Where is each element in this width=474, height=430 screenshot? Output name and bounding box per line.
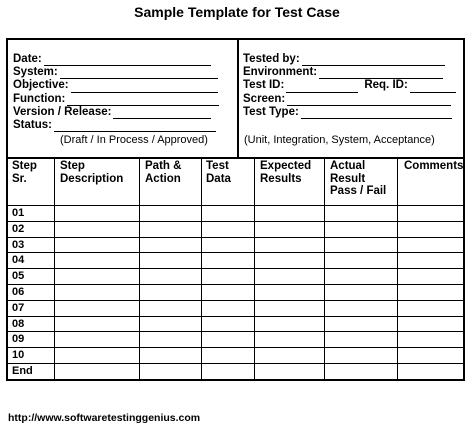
table-row[interactable] [8, 284, 463, 300]
objective-field-row[interactable] [13, 79, 219, 92]
step-number: 07 [12, 301, 25, 314]
col-header-actual-result: Actual Result Pass / Fail [330, 160, 387, 197]
table-row[interactable] [8, 363, 463, 379]
test-case-form [6, 38, 465, 381]
tested-by-field-row[interactable] [243, 53, 456, 66]
step-number: 01 [12, 207, 25, 219]
req-id-line[interactable] [410, 82, 456, 93]
version-line[interactable] [113, 108, 211, 119]
step-number: 03 [12, 238, 25, 251]
version-field-row[interactable] [13, 106, 219, 119]
col-header-step-description: Step Description [60, 160, 124, 185]
screen-field-row[interactable] [243, 93, 456, 106]
objective-label: Objective: [13, 79, 69, 92]
table-row[interactable] [8, 252, 463, 268]
screen-line[interactable] [287, 95, 451, 106]
environment-field-row[interactable] [243, 66, 456, 79]
table-row[interactable] [8, 237, 463, 253]
status-line[interactable] [54, 121, 216, 132]
table-row[interactable] [8, 268, 463, 284]
status-note: (Draft / In Process / Approved) [60, 134, 208, 146]
screen-label: Screen: [243, 92, 286, 105]
function-label: Function: [13, 92, 66, 105]
page-title: Sample Template for Test Case [134, 4, 340, 20]
test-type-label: Test Type: [243, 105, 299, 118]
status-field-row[interactable] [13, 119, 219, 132]
right-fields [243, 53, 456, 119]
tested-by-line[interactable] [302, 55, 445, 66]
date-label: Date: [13, 52, 42, 65]
test-id-field-row[interactable] [243, 79, 456, 92]
environment-label: Environment: [243, 66, 318, 79]
step-number: 09 [12, 333, 25, 346]
test-type-field-row[interactable] [243, 106, 456, 119]
step-number: End [12, 365, 33, 377]
test-type-note: (Unit, Integration, System, Acceptance) [244, 134, 435, 146]
col-header-test-data: Test Data [206, 160, 231, 185]
steps-table [8, 159, 463, 379]
function-line[interactable] [67, 95, 219, 106]
req-id-label: Req. ID: [364, 79, 408, 92]
test-id-label: Test ID: [243, 79, 285, 92]
step-number: 10 [12, 349, 25, 362]
table-row[interactable] [8, 221, 463, 237]
test-id-line[interactable] [286, 82, 358, 93]
table-row[interactable] [8, 300, 463, 316]
test-type-line[interactable] [301, 108, 452, 119]
table-row[interactable] [8, 331, 463, 347]
tested-by-label: Tested by: [243, 52, 300, 65]
system-field-row[interactable] [13, 66, 219, 79]
environment-line[interactable] [319, 68, 443, 79]
system-label: System: [13, 66, 58, 79]
table-row[interactable] [8, 347, 463, 363]
date-field-row[interactable] [13, 53, 219, 66]
step-number: 06 [12, 286, 25, 298]
system-line[interactable] [60, 68, 218, 79]
table-row[interactable] [8, 205, 463, 221]
col-header-path-action: Path & Action [145, 160, 182, 185]
col-header-step-sr: Step Sr. [12, 160, 37, 185]
step-number: 02 [12, 222, 25, 235]
step-number: 04 [12, 254, 25, 267]
step-number: 08 [12, 317, 25, 330]
status-label: Status: [13, 118, 52, 131]
date-line[interactable] [44, 55, 211, 66]
footer-url[interactable]: http://www.softwaretestinggenius.com [8, 412, 201, 424]
col-header-expected-results: Expected Results [260, 160, 312, 185]
header-divider-vertical [237, 40, 239, 157]
objective-line[interactable] [71, 82, 218, 93]
step-number: 05 [12, 270, 25, 283]
table-row[interactable] [8, 316, 463, 332]
function-field-row[interactable] [13, 93, 219, 106]
col-header-comments: Comments [404, 160, 464, 172]
left-fields [13, 53, 219, 132]
version-label: Version / Release: [13, 105, 112, 118]
